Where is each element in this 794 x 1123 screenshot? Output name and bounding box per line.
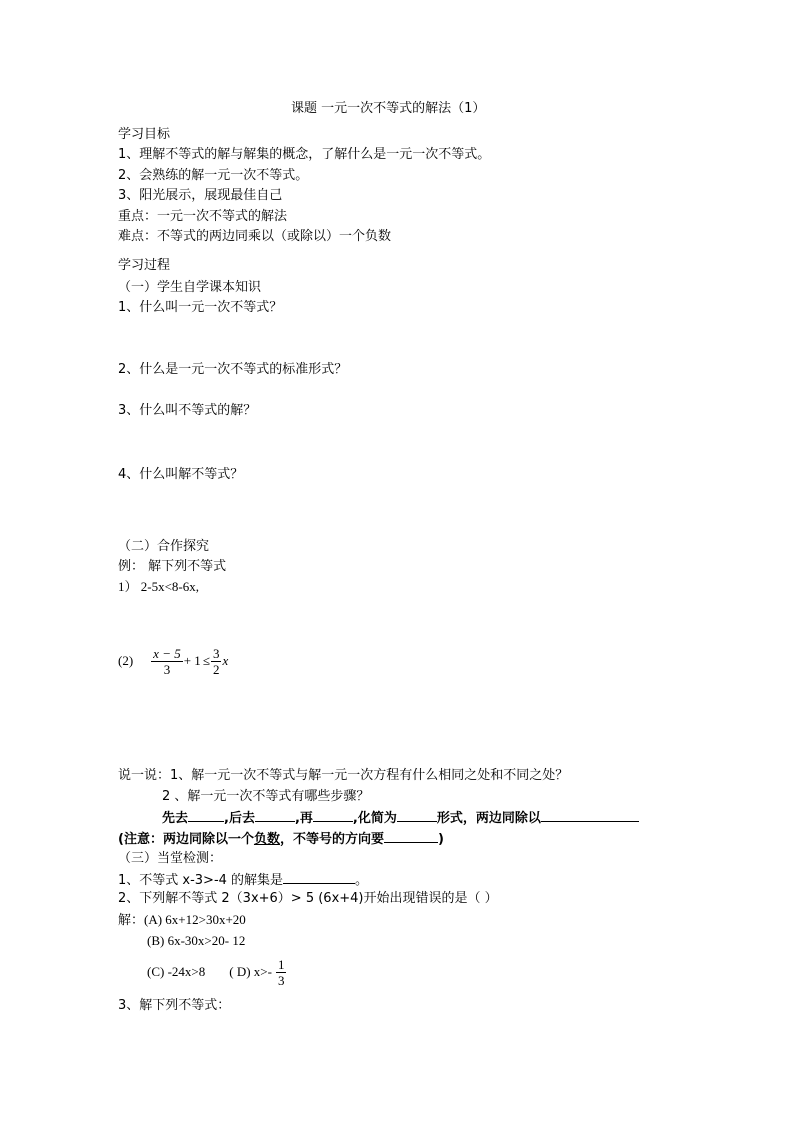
- step-text: ,化简为: [352, 811, 397, 826]
- note-text: ，不等号的方向要: [279, 832, 384, 847]
- fill-blank[interactable]: [384, 830, 438, 843]
- question: 3、什么叫不等式的解？: [118, 403, 257, 418]
- step-text: 形式，两边同除以: [436, 811, 541, 826]
- q2-options-cd: [147, 952, 286, 992]
- part3-heading: （三）当堂检测：: [118, 851, 223, 866]
- note-emphasis: 负数: [253, 832, 280, 847]
- relation-sign: ≤: [202, 653, 210, 668]
- example-2: [118, 641, 228, 681]
- question: 1、什么叫一元一次不等式？: [118, 300, 283, 315]
- fill-blank[interactable]: [283, 871, 355, 884]
- fill-blank[interactable]: [255, 809, 295, 822]
- fraction: [276, 957, 287, 988]
- fraction-denominator: 2: [212, 661, 220, 677]
- q2-option-c: (C) -24x>8: [147, 964, 206, 979]
- example-1: 1） 2-5x<8-6x,: [118, 579, 199, 594]
- note-text: (注意：两边同除以一个: [118, 832, 254, 847]
- question: 4、什么叫解不等式？: [118, 467, 244, 482]
- step-text: ,后去: [224, 811, 255, 826]
- q2-option-b: (B) 6x-30x>20- 12: [147, 933, 246, 948]
- fraction: [151, 646, 183, 677]
- example-2-label: (2): [118, 653, 134, 668]
- fill-blank[interactable]: [188, 809, 224, 822]
- fraction-denominator: 3: [277, 972, 285, 988]
- note-line: [118, 830, 444, 848]
- q2-option-a: 解：(A) 6x+12>30x+20: [118, 912, 246, 927]
- fill-blank[interactable]: [397, 809, 437, 822]
- variable-x: x: [222, 653, 229, 668]
- discuss-1: 说一说：1、解一元一次不等式与解一元一次方程有什么相同之处和不同之处？: [118, 768, 569, 783]
- fraction: [211, 646, 222, 677]
- part1-heading: （一）学生自学课本知识: [118, 280, 262, 295]
- steps-line: [162, 809, 639, 827]
- process-heading: 学习过程: [118, 258, 171, 273]
- step-text: 先去: [162, 811, 189, 826]
- q1-end: 。: [355, 873, 369, 888]
- example-label: 例： 解下列不等式: [118, 559, 227, 574]
- question: 2、什么是一元一次不等式的标准形式？: [118, 362, 348, 377]
- key-point: 重点：一元一次不等式的解法: [118, 209, 288, 224]
- goal-item: 2、会熟练的解一元一次不等式。: [118, 168, 309, 183]
- step-text: ,再: [294, 811, 313, 826]
- fill-blank[interactable]: [541, 809, 639, 822]
- test-q2: 2、下列解不等式 2（3x+6）> 5 (6x+4)开始出现错误的是（ ）: [118, 891, 498, 906]
- test-q3: 3、解下列不等式：: [118, 998, 231, 1013]
- fraction-numerator: 1: [277, 956, 285, 972]
- note-close: ): [437, 832, 444, 847]
- fraction-numerator: 3: [212, 645, 220, 661]
- fill-blank[interactable]: [313, 809, 353, 822]
- fraction-denominator: 3: [163, 661, 171, 677]
- test-q1: [118, 871, 368, 889]
- page-title: 课题 一元一次不等式的解法（1）: [291, 101, 486, 116]
- q2-option-d: ( D) x>-: [229, 964, 272, 979]
- plus-one: + 1: [183, 653, 201, 668]
- part2-heading: （二）合作探究: [118, 539, 210, 554]
- goal-item: 3、阳光展示，展现最佳自己: [118, 188, 283, 203]
- fraction-numerator: x − 5: [153, 645, 181, 661]
- goals-heading: 学习目标: [118, 127, 171, 142]
- discuss-2: 2 、解一元一次不等式有哪些步骤？: [162, 789, 370, 804]
- goal-item: 1、理解不等式的解与解集的概念，了解什么是一元一次不等式。: [118, 147, 491, 162]
- q1-text: 1、不等式 x-3>-4 的解集是: [118, 873, 284, 888]
- difficulty: 难点：不等式的两边同乘以（或除以）一个负数: [118, 229, 392, 244]
